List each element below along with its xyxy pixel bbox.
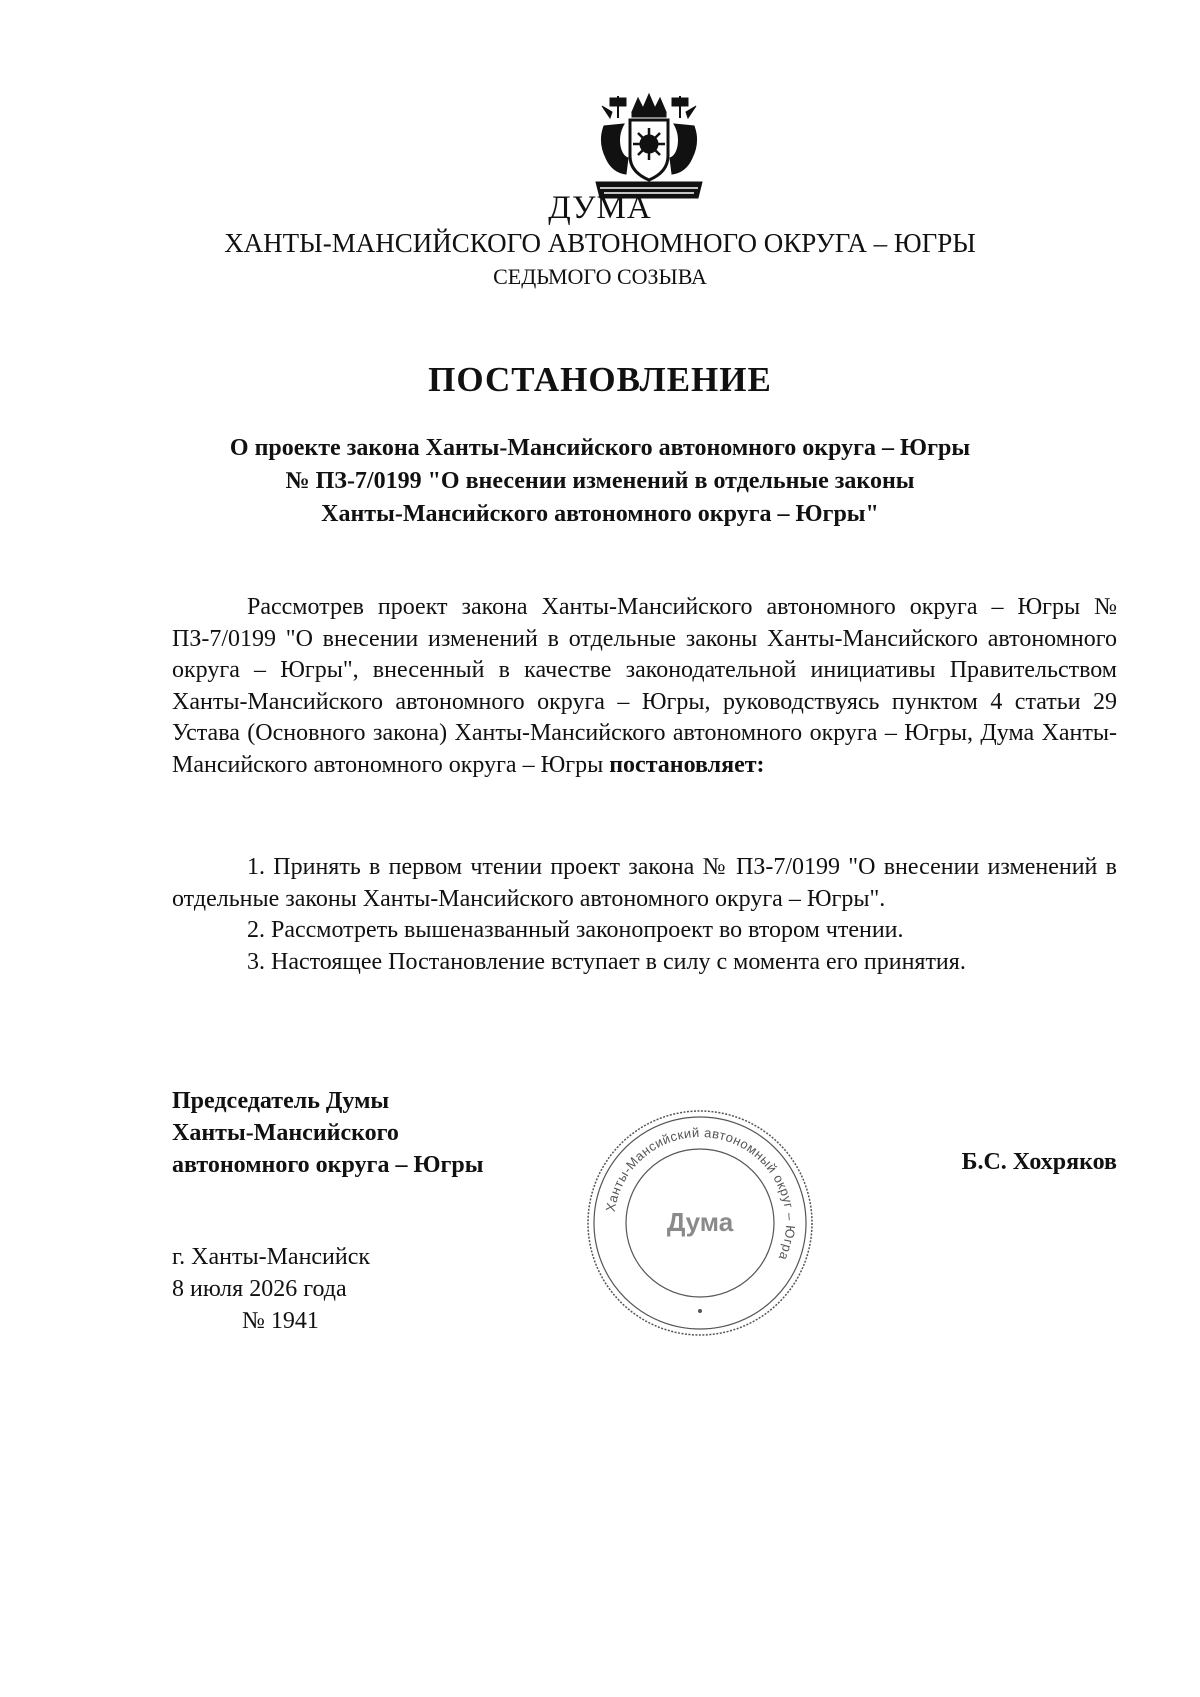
official-seal: [584, 1107, 816, 1339]
subject-line: Ханты-Мансийского автономного округа – Югры": [321, 501, 879, 527]
signatory-position-line: Председатель Думы: [172, 1088, 390, 1114]
resolves-phrase: постановляет:: [609, 751, 765, 778]
resolution-item: 2. Рассмотреть вышеназванный законопроект во втором чтении.: [247, 917, 904, 943]
document-number: № 1941: [242, 1308, 319, 1334]
document-footer: [172, 1241, 370, 1337]
resolution-items: [172, 852, 1117, 978]
signatory-position: [172, 1085, 483, 1181]
document-type: ПОСТАНОВЛЕНИЕ: [428, 360, 772, 399]
organization-name: ДУМА: [548, 190, 652, 226]
date: 8 июля 2026 года: [172, 1276, 347, 1302]
document-subject: [150, 432, 1050, 531]
convocation: СЕДЬМОГО СОЗЫВА: [493, 264, 707, 289]
preamble-text: Рассмотрев проект закона Ханты-Мансийского автономного округа – Югры № ПЗ-7/0199 "О внесении изменений в отдельные законы Ханты-Мансийского автономного округа – Югры", внесенный в качестве законодательной инициативы Правительством Ханты-Мансийского автономного округа – Югры, руководствуясь пунктом 4 статьи 29 Устава (Основного закона) Ханты-Мансийского автономного округа – Югры, Дума Ханты-Мансийского автономного округа – Югры: [172, 594, 1117, 778]
seal-ring-text: Ханты-Мансийский автономный округ – Югра: [602, 1124, 799, 1263]
signatory-name: Б.С. Хохряков: [961, 1149, 1117, 1175]
resolution-item: 3. Настоящее Постановление вступает в силу с момента его принятия.: [247, 948, 966, 975]
subject-line: № ПЗ-7/0199 "О внесении изменений в отдельные законы: [285, 468, 915, 494]
subject-line: О проекте закона Ханты-Мансийского автономного округа – Югры: [229, 435, 971, 461]
preamble-paragraph: [172, 592, 1117, 781]
signatory-position-line: Ханты-Мансийского: [172, 1120, 399, 1146]
place: г. Ханты-Мансийск: [172, 1244, 371, 1270]
region-name: ХАНТЫ-МАНСИЙСКОГО АВТОНОМНОГО ОКРУГА – ЮГРЫ: [224, 228, 976, 258]
seal-center-text: Дума: [666, 1207, 734, 1237]
resolution-item: 1. Принять в первом чтении проект закона № ПЗ-7/0199 "О внесении изменений в отдельные законы Ханты-Мансийского автономного округа – Югры".: [172, 854, 1117, 912]
signatory-position-line: автономного округа – Югры: [172, 1152, 484, 1178]
